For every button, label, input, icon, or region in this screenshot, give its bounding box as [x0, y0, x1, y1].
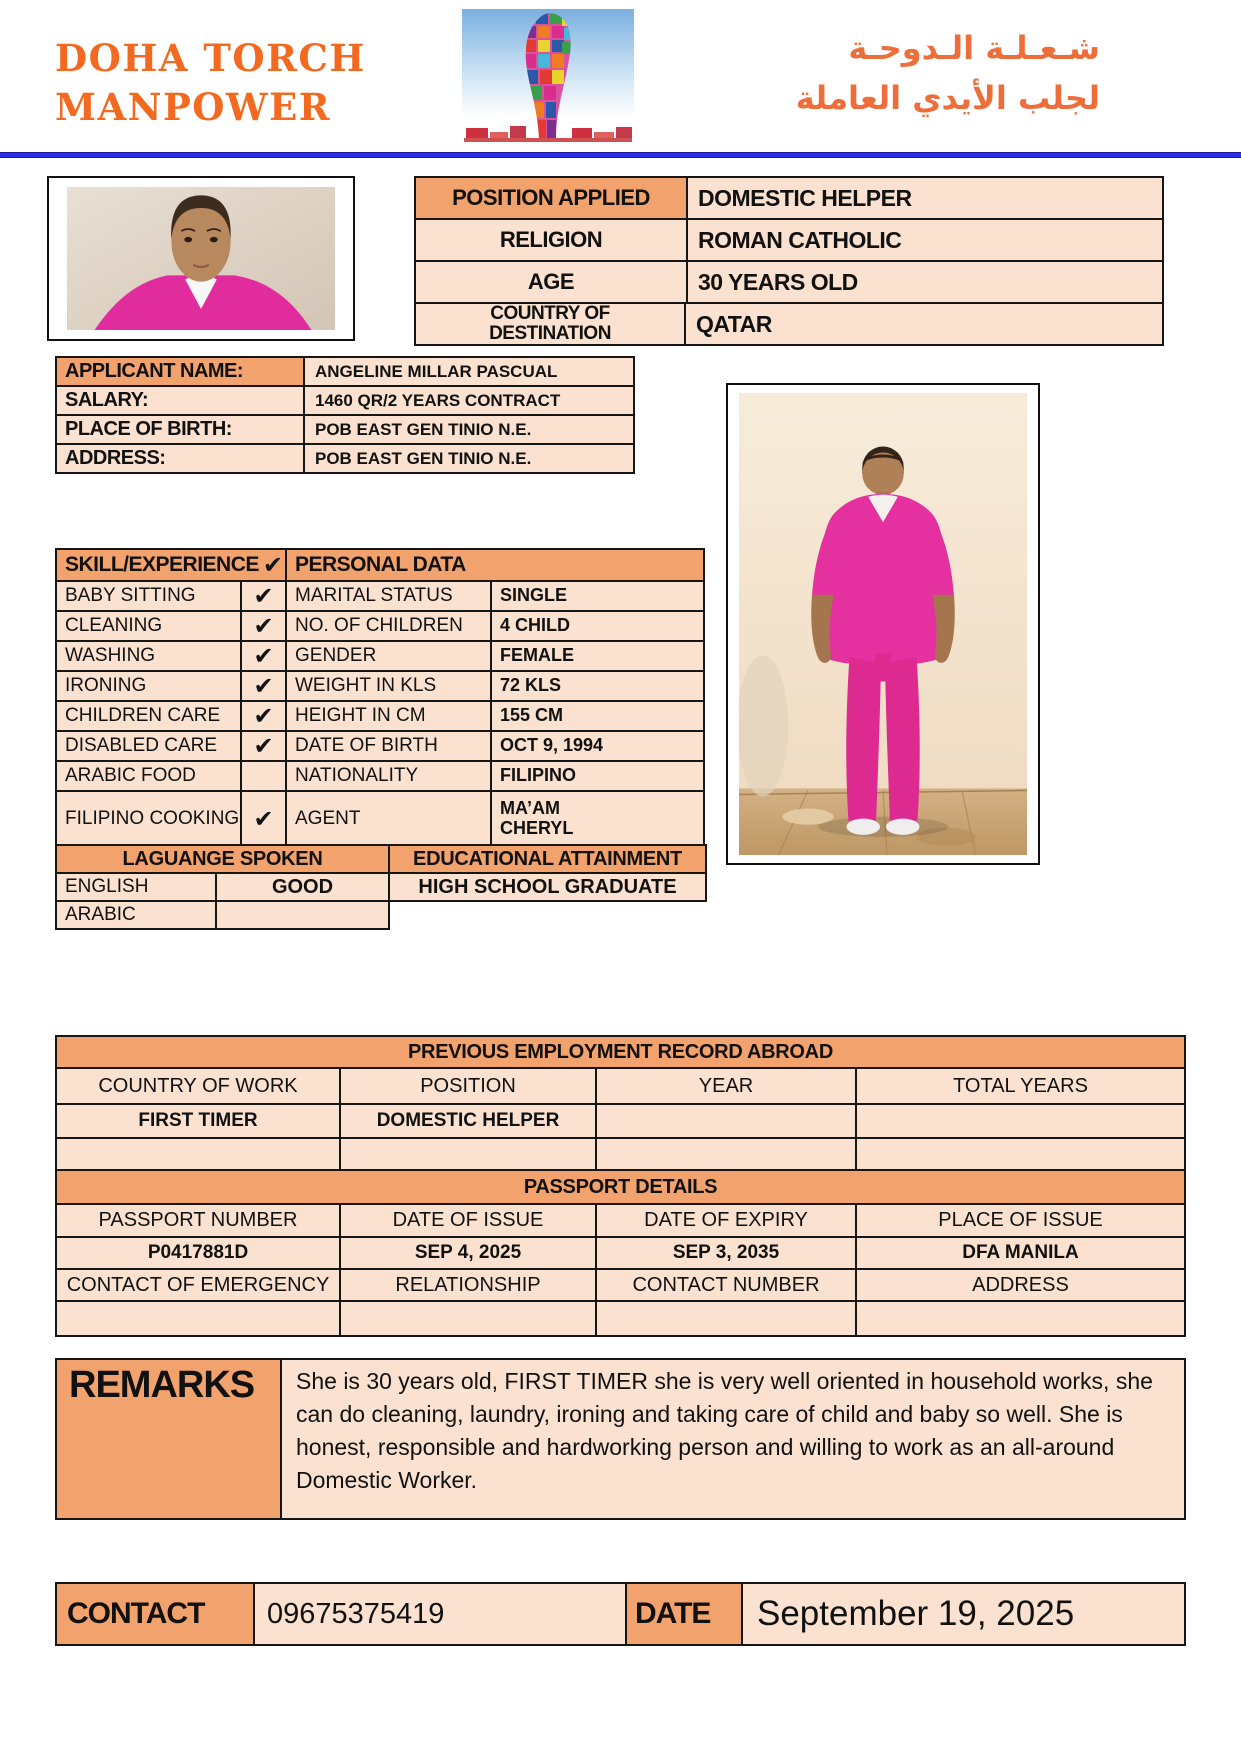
applicant-fullbody-photo — [726, 383, 1040, 865]
company-name — [55, 34, 366, 132]
row-value: 30 YEARS OLD — [688, 262, 1162, 302]
table-row — [57, 672, 703, 702]
check-icon: ✔ — [242, 732, 287, 760]
cell-value — [597, 1105, 857, 1137]
column-header: COUNTRY OF WORK — [57, 1069, 341, 1103]
skill-label: WASHING — [57, 642, 242, 670]
personal-label: AGENT — [287, 792, 492, 846]
skills-personal-table — [55, 548, 705, 848]
column-header: ADDRESS — [857, 1270, 1184, 1300]
cell-value — [57, 1302, 341, 1335]
cell-value — [57, 1139, 341, 1169]
row-label: APPLICANT NAME: — [57, 358, 305, 385]
personal-value: 155 CM — [492, 702, 703, 730]
personal-value: MA’AM CHERYL — [492, 792, 703, 846]
personal-value: OCT 9, 1994 — [492, 732, 703, 760]
applicant-info-table — [55, 356, 635, 474]
personal-value: SINGLE — [492, 582, 703, 610]
skill-label: CHILDREN CARE — [57, 702, 242, 730]
contact-date-bar — [55, 1582, 1186, 1646]
personal-value: 4 CHILD — [492, 612, 703, 640]
row-value: ANGELINE MILLAR PASCUAL — [305, 358, 633, 385]
table-row — [57, 1302, 1184, 1335]
table-row — [416, 262, 1162, 304]
applicant-headshot-photo — [47, 176, 355, 341]
table-row — [57, 1105, 1184, 1139]
remarks-section — [55, 1358, 1186, 1520]
personal-label: GENDER — [287, 642, 492, 670]
table-row — [416, 304, 1162, 344]
row-label: COUNTRY OF DESTINATION — [416, 304, 686, 344]
date-label: DATE — [627, 1584, 743, 1644]
column-header: PASSPORT NUMBER — [57, 1205, 341, 1236]
check-icon: ✔ — [242, 672, 287, 700]
personal-value: FILIPINO — [492, 762, 703, 790]
table-row — [57, 732, 703, 762]
company-name-line2: MANPOWER — [55, 84, 332, 129]
remarks-label: REMARKS — [57, 1360, 282, 1518]
language-label: ARABIC — [55, 900, 217, 930]
table-row — [57, 358, 633, 387]
row-label: RELIGION — [416, 220, 688, 260]
cell-value: P0417881D — [57, 1238, 341, 1268]
personal-value: 72 KLS — [492, 672, 703, 700]
personal-data-header: PERSONAL DATA — [287, 550, 703, 580]
row-label: POSITION APPLIED — [416, 178, 688, 218]
personal-label: NATIONALITY — [287, 762, 492, 790]
column-header: YEAR — [597, 1069, 857, 1103]
column-header: CONTACT NUMBER — [597, 1270, 857, 1300]
cell-value — [597, 1302, 857, 1335]
personal-label: WEIGHT IN KLS — [287, 672, 492, 700]
column-header: CONTACT OF EMERGENCY — [57, 1270, 341, 1300]
table-row — [57, 642, 703, 672]
cell-value — [857, 1105, 1184, 1137]
education-value: HIGH SCHOOL GRADUATE — [388, 872, 707, 902]
personal-label: HEIGHT IN CM — [287, 702, 492, 730]
column-header: RELATIONSHIP — [341, 1270, 597, 1300]
table-row — [57, 387, 633, 416]
column-header: POSITION — [341, 1069, 597, 1103]
skill-label: IRONING — [57, 672, 242, 700]
table-row — [57, 1139, 1184, 1171]
language-level — [215, 900, 390, 930]
table-row — [57, 416, 633, 445]
row-value: POB EAST GEN TINIO N.E. — [305, 416, 633, 443]
column-header: TOTAL YEARS — [857, 1069, 1184, 1103]
company-name-line1: DOHA TORCH — [55, 36, 366, 80]
table-row — [57, 1238, 1184, 1270]
cell-value: FIRST TIMER — [57, 1105, 341, 1137]
employment-title: PREVIOUS EMPLOYMENT RECORD ABROAD — [57, 1037, 1184, 1067]
language-spoken-header: LAGUANGE SPOKEN — [55, 844, 390, 874]
column-header: DATE OF ISSUE — [341, 1205, 597, 1236]
row-label: PLACE OF BIRTH: — [57, 416, 305, 443]
check-icon: ✔ — [242, 582, 287, 610]
table-row — [57, 762, 703, 792]
cell-value: DOMESTIC HELPER — [341, 1105, 597, 1137]
cell-value — [857, 1139, 1184, 1169]
employment-passport-table — [55, 1035, 1186, 1337]
personal-label: DATE OF BIRTH — [287, 732, 492, 760]
position-applied-table — [414, 176, 1164, 346]
table-header-row — [57, 1069, 1184, 1105]
skills-header: SKILL/EXPERIENCE ✔ — [57, 550, 287, 580]
table-row — [416, 178, 1162, 220]
cell-value — [341, 1139, 597, 1169]
check-icon: ✔ — [242, 792, 287, 846]
header-divider — [0, 152, 1241, 158]
doha-torch-logo-icon — [452, 6, 644, 148]
personal-label: MARITAL STATUS — [287, 582, 492, 610]
check-icon: ✔ — [242, 642, 287, 670]
arabic-line2: لجلب الأيدي العاملة — [795, 78, 1100, 117]
skill-label: DISABLED CARE — [57, 732, 242, 760]
company-name-arabic — [640, 24, 1100, 123]
language-education-table — [55, 844, 707, 936]
skill-label: ARABIC FOOD — [57, 762, 242, 790]
skill-label: CLEANING — [57, 612, 242, 640]
cell-value — [597, 1139, 857, 1169]
table-header-row — [57, 1270, 1184, 1302]
personal-label: NO. OF CHILDREN — [287, 612, 492, 640]
row-value: ROMAN CATHOLIC — [688, 220, 1162, 260]
table-title-row — [57, 1171, 1184, 1205]
language-level: GOOD — [215, 872, 390, 902]
row-label: AGE — [416, 262, 688, 302]
skill-label: FILIPINO COOKING — [57, 792, 242, 846]
table-header-row — [57, 550, 703, 582]
table-row — [416, 220, 1162, 262]
cell-value: SEP 4, 2025 — [341, 1238, 597, 1268]
check-icon: ✔ — [262, 551, 283, 579]
table-title-row — [57, 1037, 1184, 1069]
row-label: SALARY: — [57, 387, 305, 414]
arabic-line1: شـعـلـة الـدوحـة — [848, 29, 1100, 67]
check-icon — [242, 762, 287, 790]
language-label: ENGLISH — [55, 872, 217, 902]
skill-label: BABY SITTING — [57, 582, 242, 610]
contact-number: 09675375419 — [255, 1584, 627, 1644]
remarks-text: She is 30 years old, FIRST TIMER she is very well oriented in household works, she can do cleaning, laundry, ironing and taking care of child and baby so well. She is honest, responsible and hardworking person and willing to work as an all-around Domestic Worker. — [282, 1360, 1184, 1518]
column-header: PLACE OF ISSUE — [857, 1205, 1184, 1236]
passport-title: PASSPORT DETAILS — [57, 1171, 1184, 1203]
row-value: DOMESTIC HELPER — [688, 178, 1162, 218]
date-value: September 19, 2025 — [743, 1584, 1184, 1644]
check-icon: ✔ — [242, 702, 287, 730]
row-label: ADDRESS: — [57, 445, 305, 472]
check-icon: ✔ — [242, 612, 287, 640]
cell-value: SEP 3, 2035 — [597, 1238, 857, 1268]
cell-value: DFA MANILA — [857, 1238, 1184, 1268]
educational-attainment-header: EDUCATIONAL ATTAINMENT — [388, 844, 707, 874]
table-row — [57, 792, 703, 846]
table-row — [57, 445, 633, 472]
table-header-row — [57, 1205, 1184, 1238]
table-row — [57, 582, 703, 612]
row-value: QATAR — [686, 304, 1162, 344]
row-value: 1460 QR/2 YEARS CONTRACT — [305, 387, 633, 414]
row-value: POB EAST GEN TINIO N.E. — [305, 445, 633, 472]
column-header: DATE OF EXPIRY — [597, 1205, 857, 1236]
table-row — [57, 702, 703, 732]
cell-value — [341, 1302, 597, 1335]
contact-label: CONTACT — [57, 1584, 255, 1644]
personal-value: FEMALE — [492, 642, 703, 670]
table-row — [57, 612, 703, 642]
cell-value — [857, 1302, 1184, 1335]
